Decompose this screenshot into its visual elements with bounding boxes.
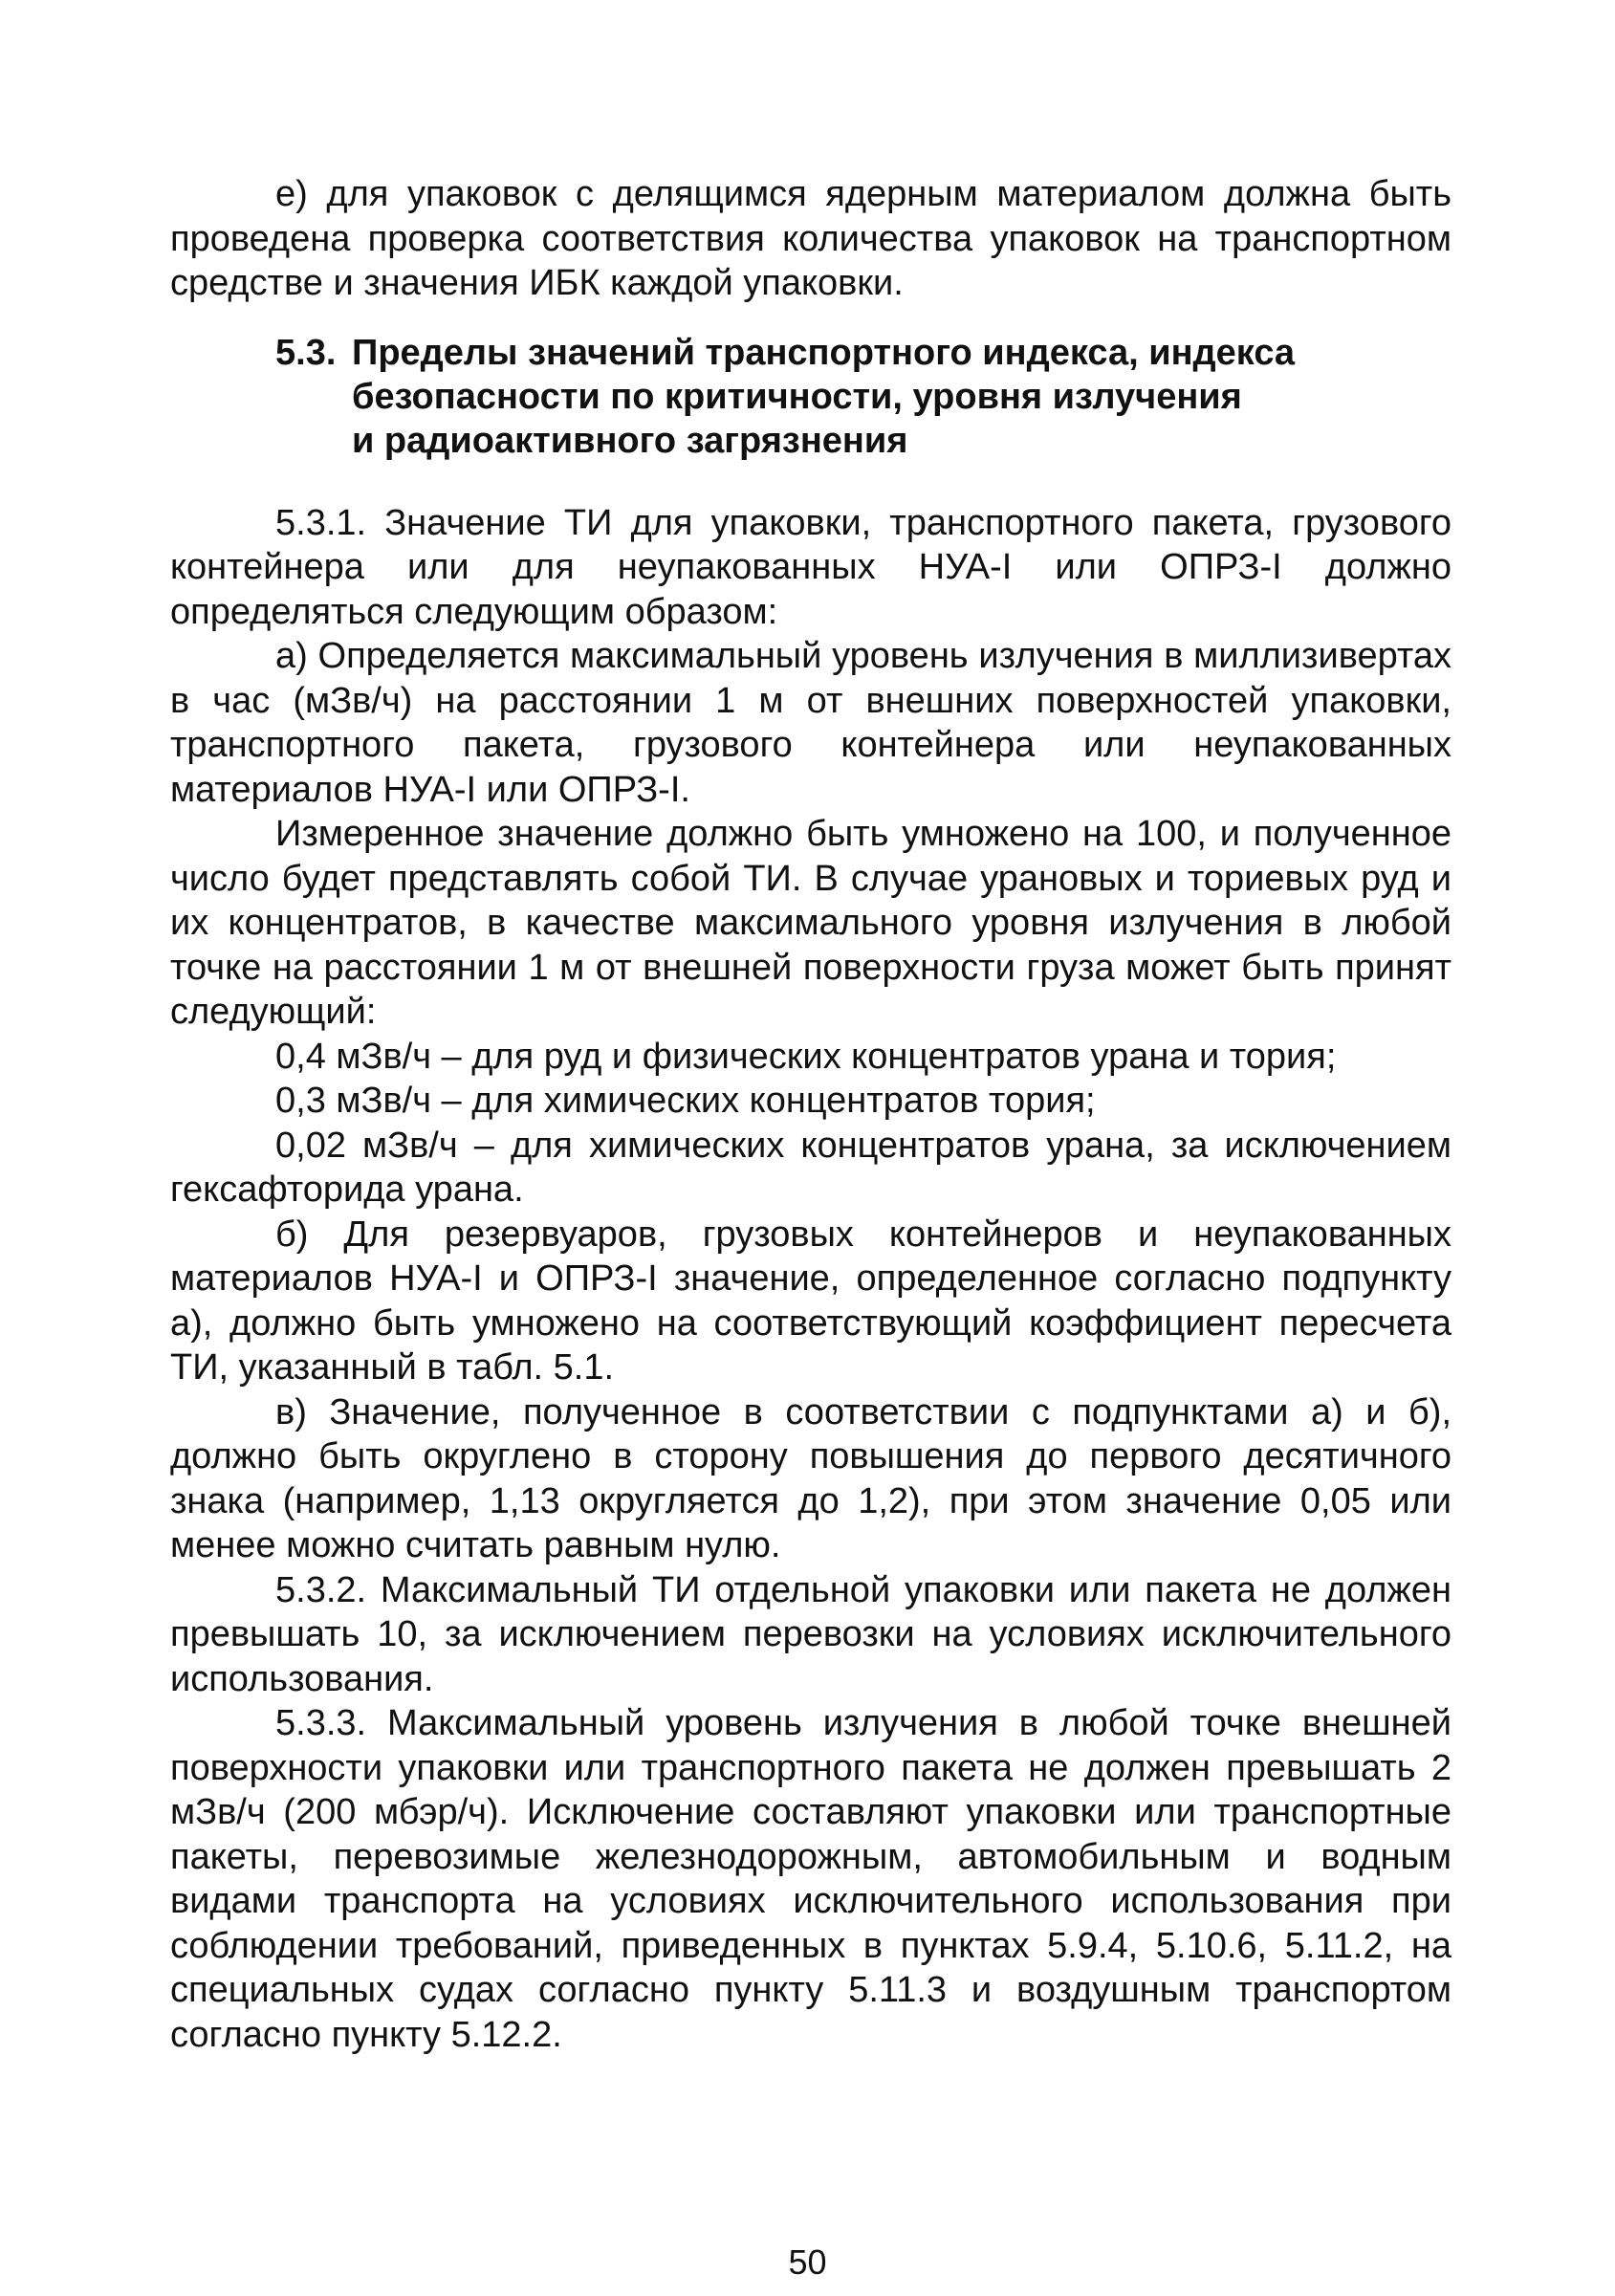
paragraph-v: в) Значение, полученное в соответствии с подпунктами а) и б), должно быть округлено в сторону повышения до первого десятичного знака (например, 1,13 округляется до 1,2), при этом значение 0,05 или менее можно считать равным нулю. [170,1391,1451,1565]
section-title-line-3: и радиоактивного загрязнения [352,420,908,461]
paragraph-5-3-3: 5.3.3. Максимальный уровень излучения в любой точке внешней поверхности упаковки или транспортного пакета не должен превышать 2 мЗв/ч (200 мбэр/ч). Исключение составляют упаковки или транспортные пакеты, перевозимые железнодорожным, автомобильным и водным видами транспорта на условиях исключительного использования при соблюдении требований, приведенных в пунктах 5.9.4, 5.10.6, 5.11.2, на специальных судах согласно пункту 5.11.3 и воздушным транспортом согласно пункту 5.12.2. [170,1703,1451,2055]
section-heading-line-1 [275,331,1451,375]
paragraph-5-3-2: 5.3.2. Максимальный ТИ отдельной упаковки или пакета не должен превышать 10, за исключением перевозки на условиях исключительного использования. [170,1569,1451,1699]
section-title-line-2: безопасности по критичности, уровня излучения [352,376,1242,417]
section-number: 5.3. [275,332,337,373]
page-number: 50 [788,2242,827,2281]
paragraph-a: а) Определяется максимальный уровень излучения в миллизивертах в час (мЗв/ч) на расстоянии 1 м от внешних поверхностей упаковки, транспортного пакета, грузового контейнера или неупакованных материалов НУА-I или ОПРЗ-I. [170,636,1451,810]
list-item-0-3: 0,3 мЗв/ч – для химических концентратов тория; [275,1081,1096,1121]
paragraph-measured-value: Измеренное значение должно быть умножено на 100, и полученное число будет представлять собой ТИ. В случае урановых и ториевых руд и их концентратов, в качестве максимального уровня излучения в любой точке на расстоянии 1 м от внешней поверхности груза может быть принят следующий: [170,814,1451,1032]
section-title-line-1: Пределы значений транспортного индекса, индекса [352,332,1296,373]
document-page [170,172,1451,2057]
list-item-0-4: 0,4 мЗв/ч – для руд и физических концентратов урана и тория; [275,1036,1337,1077]
section-heading [170,331,1451,463]
paragraph-5-3-1: 5.3.1. Значение ТИ для упаковки, транспортного пакета, грузового контейнера или для неупакованных НУА-I или ОПРЗ-I должно определяться следующим образом: [170,502,1451,632]
list-item-0-02: 0,02 мЗв/ч – для химических концентратов урана, за исключением гексафторида урана. [170,1125,1451,1210]
paragraph-b: б) Для резервуаров, грузовых контейнеров и неупакованных материалов НУА-I и ОПРЗ-I значение, определенное согласно подпункту а), должно быть умножено на соответствующий коэффициент пересчета ТИ, указанный в табл. 5.1. [170,1214,1451,1388]
paragraph-e: е) для упаковок с делящимся ядерным материалом должна быть проведена проверка соответствия количества упаковок на транспортном средстве и значения ИБК каждой упаковки. [170,174,1451,303]
